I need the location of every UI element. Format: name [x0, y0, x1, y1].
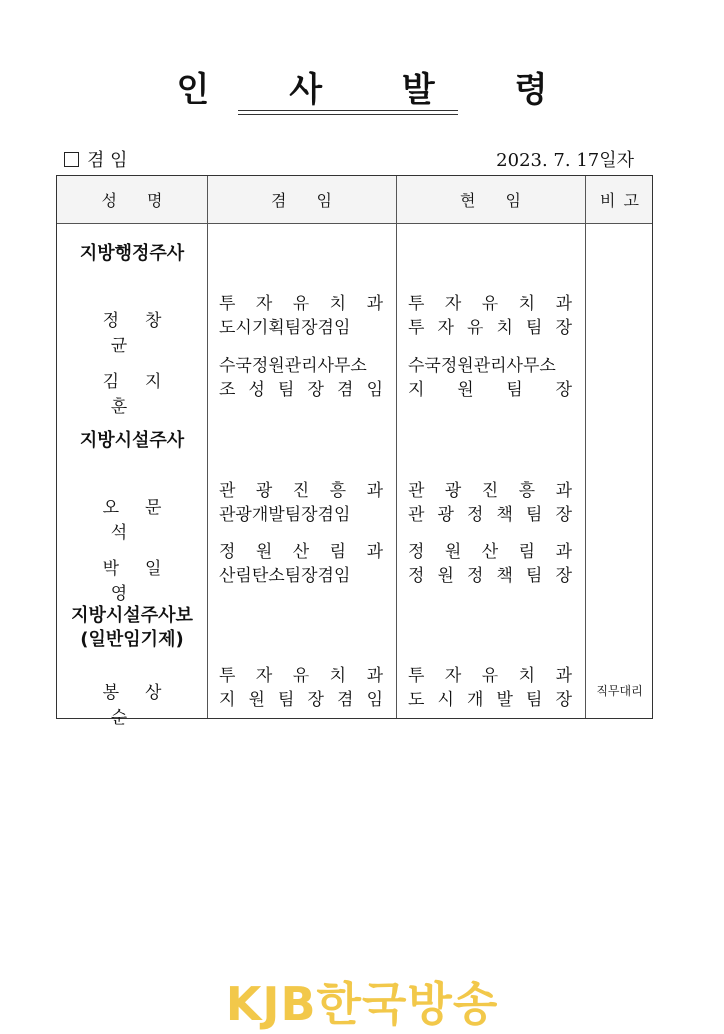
dual-position: 수국정원관리사무소 조 성 팀 장 겸 임 — [219, 356, 383, 400]
page-title: 인 사 발 령 — [176, 70, 582, 110]
header-current: 현임 — [460, 191, 551, 210]
header-divider — [57, 223, 652, 224]
person-name: 봉상순 — [102, 683, 188, 728]
column-divider — [585, 176, 586, 718]
grade-label: 지방시설주사 — [79, 430, 185, 451]
grade-label: 지방행정주사 — [79, 243, 185, 264]
current-position: 수국정원관리사무소 지 원 팀 장 — [408, 356, 572, 400]
section-heading — [64, 146, 128, 172]
dual-position: 정 원 산 림 과 산림탄소팀장겸임 — [219, 542, 383, 586]
current-position: 투 자 유 치 과 도 시 개 발 팀 장 — [408, 666, 572, 710]
watermark-logo: KJB한국방송 — [225, 977, 499, 1031]
current-position: 정 원 산 림 과 정 원 정 책 팀 장 — [408, 542, 572, 586]
dual-position: 투 자 유 치 과 지 원 팀 장 겸 임 — [219, 666, 383, 710]
person-name: 박일영 — [102, 559, 188, 604]
current-position: 투 자 유 치 과 투 자 유 치 팀 장 — [408, 294, 572, 338]
person-name: 정창균 — [102, 311, 188, 356]
dual-position: 투 자 유 치 과 도시기획팀장겸임 — [219, 294, 383, 338]
effective-date: 2023. 7. 17일자 — [496, 150, 634, 171]
column-divider — [207, 176, 208, 718]
person-name: 김지훈 — [102, 372, 188, 417]
header-dual: 겸임 — [271, 191, 362, 210]
checkbox-square-icon — [64, 152, 79, 167]
dual-position: 관 광 진 흥 과 관광개발팀장겸임 — [219, 481, 383, 525]
section-label: 겸 임 — [87, 150, 128, 171]
remark: 직무대리 — [596, 684, 643, 698]
header-note: 비고 — [600, 191, 647, 210]
appointment-table — [56, 175, 653, 728]
title-underline — [238, 110, 458, 115]
current-position: 관 광 진 흥 과 관 광 정 책 팀 장 — [408, 481, 572, 525]
column-divider — [396, 176, 397, 718]
header-name: 성명 — [101, 191, 193, 210]
grade-label: 지방시설주사보 (일반임기제) — [71, 605, 193, 650]
person-name: 오문석 — [102, 498, 188, 543]
